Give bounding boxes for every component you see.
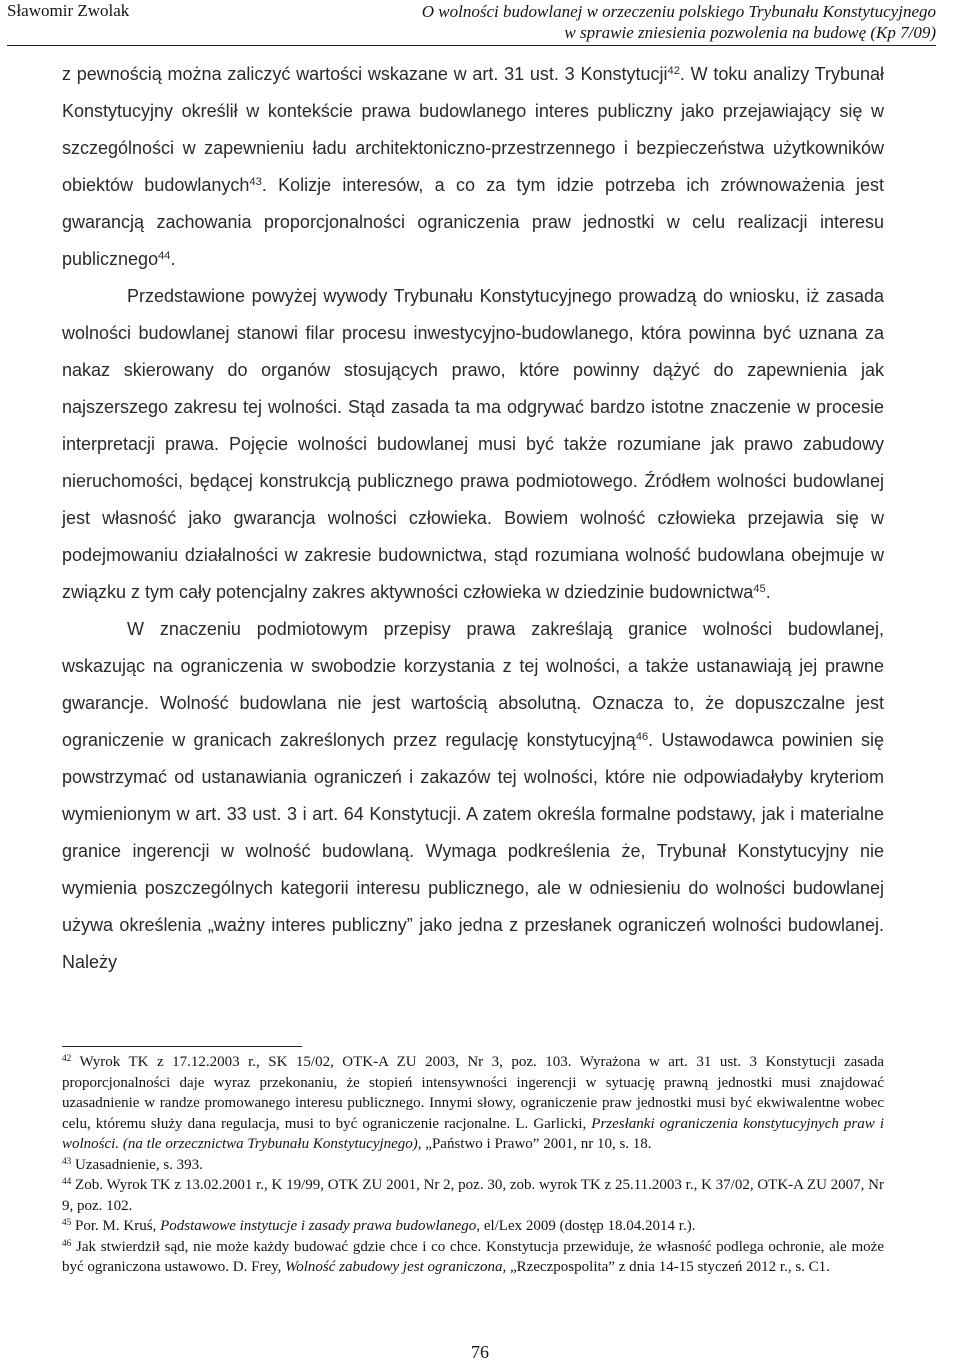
footnote-text: , „Państwo i Prawo” 2001, nr 10, s. 18. — [417, 1136, 652, 1152]
footnote-number: 46 — [62, 1238, 72, 1249]
paragraph-3 — [62, 611, 884, 981]
header-title — [422, 1, 936, 43]
page-number: 76 — [471, 1342, 489, 1362]
footnote-text: , „Rzeczpospolita” z dnia 14-15 styczeń 2012 r., s. C1. — [502, 1259, 830, 1275]
footnotes — [62, 1052, 884, 1278]
paragraph-text: W znaczeniu podmiotowym przepisy prawa zakreślają granice wolności budowlanej, wskazując na ograniczenia w swobodzie korzystania z tej wolności, a także ustanawiają jej prawne gwarancje. Wolność budowlana nie jest wartością absolutną. Oznacza to, że dopuszczalne jest ograniczenie w granicach zakreślonych przez regulację konstytucyjną — [62, 619, 884, 750]
footnote-42 — [62, 1052, 884, 1155]
footnote-number: 44 — [62, 1176, 72, 1187]
paragraph-2 — [62, 278, 884, 611]
footnote-text: Uzasadnienie, s. 393. — [71, 1156, 203, 1173]
footnote-italic-title: Wolność zabudowy jest ograniczona — [285, 1259, 503, 1275]
paragraph-text: . W toku analizy Trybunał Konstytucyjny określił w kontekście prawa budowlanego interes publiczny jako przejawiający się w szczególności w zapewnieniu ładu architektoniczno-przestrzennego i bezpieczeństwa użytkowników obiektów budowlanych — [62, 64, 884, 195]
header-title-line1: O wolności budowlanej w orzeczeniu polskiego Trybunału Konstytucyjnego — [421, 2, 936, 21]
footnote-ref-46[interactable]: 46 — [635, 730, 649, 743]
footnote-italic-title: Podstawowe instytucje i zasady prawa budowlanego — [160, 1218, 477, 1234]
paragraph-text: . — [765, 582, 771, 602]
paragraph-text: . Ustawodawca powinien się powstrzymać od ustanawiania ograniczeń i zakazów tej wolności, które nie odpowiadałyby kryteriom wymienionym w art. 33 ust. 3 i art. 64 Konstytucji. A zatem określa formalne podstawy, jak i materialne granice ingerencji w wolność budowlaną. Wymaga podkreślenia że, Trybunał Konstytucyjny nie wymienia poszczególnych kategorii interesu publicznego, ale w odniesieniu do wolności budowlanej używa określenia „ważny interes publiczny” jako jedna z przesłanek ograniczeń wolności budowlanej. Należy — [62, 730, 884, 972]
paragraph-text: z pewnością można zaliczyć wartości wskazane w art. 31 ust. 3 Konstytucji — [62, 64, 668, 84]
footnote-text: , el/Lex 2009 (dostęp 18.04.2014 r.). — [476, 1218, 696, 1234]
footnote-46 — [62, 1237, 884, 1278]
footnote-divider — [62, 1046, 302, 1047]
footnote-43 — [62, 1155, 884, 1176]
paragraph-text: Przedstawione powyżej wywody Trybunału Konstytucyjnego prowadzą do wniosku, iż zasada wolności budowlanej stanowi filar procesu inwestycyjno-budowlanego, która powinna być uznana za nakaz skierowany do organów stosujących prawo, które powinny dążyć do zapewnienia jak najszerszego zakresu tej wolności. Stąd zasada ta ma odgrywać bardzo istotne znaczenie w procesie interpretacji prawa. Pojęcie wolności budowlanej musi być także rozumiane jak prawo zabudowy nieruchomości, będącej konstrukcją publicznego prawa podmiotowego. Źródłem wolności budowlanej jest własność jako gwarancja wolności człowieka. Bowiem wolność człowieka przejawia się w podejmowaniu działalności w zakresie budownictwa, stąd rozumiana wolność budowlana obejmuje w związku z tym cały potencjalny zakres aktywności człowieka w dziedzinie budownictwa — [62, 286, 884, 602]
footnote-45 — [62, 1216, 884, 1237]
footnote-ref-45[interactable]: 45 — [753, 582, 766, 595]
footnote-ref-43[interactable]: 43 — [249, 175, 262, 188]
footnote-text: Por. M. Kruś, — [71, 1218, 161, 1234]
header-author: Sławomir Zwolak — [7, 1, 130, 20]
footnote-ref-44[interactable]: 44 — [158, 249, 171, 262]
footnote-number: 42 — [62, 1053, 72, 1064]
main-text — [62, 56, 884, 981]
paragraph-text: . Kolizje interesów, a co za tym idzie potrzeba ich zrównoważenia jest gwarancją zachowania proporcjonalności ograniczenia praw jednostki w celu realizacji interesu publicznego — [62, 175, 884, 269]
footnote-text: Zob. Wyrok TK z 13.02.2001 r., K 19/99, OTK ZU 2001, Nr 2, poz. 30, zob. wyrok TK z 25.11.2003 r., K 37/02, OTK-A ZU 2007, Nr 9, poz. 102. — [62, 1177, 884, 1214]
footnote-number: 45 — [62, 1217, 72, 1228]
footnote-italic-title: Przesłanki ograniczenia konstytucyjnych praw i wolności. (na tle orzecznictwa Trybunału Konstytucyjnego) — [62, 1115, 884, 1152]
footnote-number: 43 — [62, 1156, 72, 1167]
paragraph-text: . — [170, 249, 176, 269]
header-title-line2: w sprawie zniesienia pozwolenia na budowę (Kp 7/09) — [564, 23, 936, 42]
footnote-text: Wyrok TK z 17.12.2003 r., SK 15/02, OTK-A ZU 2003, Nr 3, poz. 103. Wyrażona w art. 31 ust. 3 Konstytucji zasada proporcjonalności daje wyraz przekonaniu, że stopień intensywności ingerencji w sytuację prawną jednostki musi znajdować uzasadnienie w randze promowanego interesu publicznego. Innymi słowy, ograniczenie praw jednostki musi być ekwiwalentne wobec celu, któremu służy dana regulacja, musi to być ograniczenie racjonalne. L. Garlicki, — [62, 1054, 884, 1132]
footnote-ref-42[interactable]: 42 — [667, 64, 680, 77]
footnote-text: Jak stwierdził sąd, nie może każdy budować gdzie chce i co chce. Konstytucja przewiduje, że własność podlega ochronie, ale może być ograniczona ustawowo. D. Frey, — [62, 1238, 884, 1275]
header-divider — [7, 45, 936, 46]
footnote-44 — [62, 1175, 884, 1216]
paragraph-1 — [62, 56, 884, 278]
